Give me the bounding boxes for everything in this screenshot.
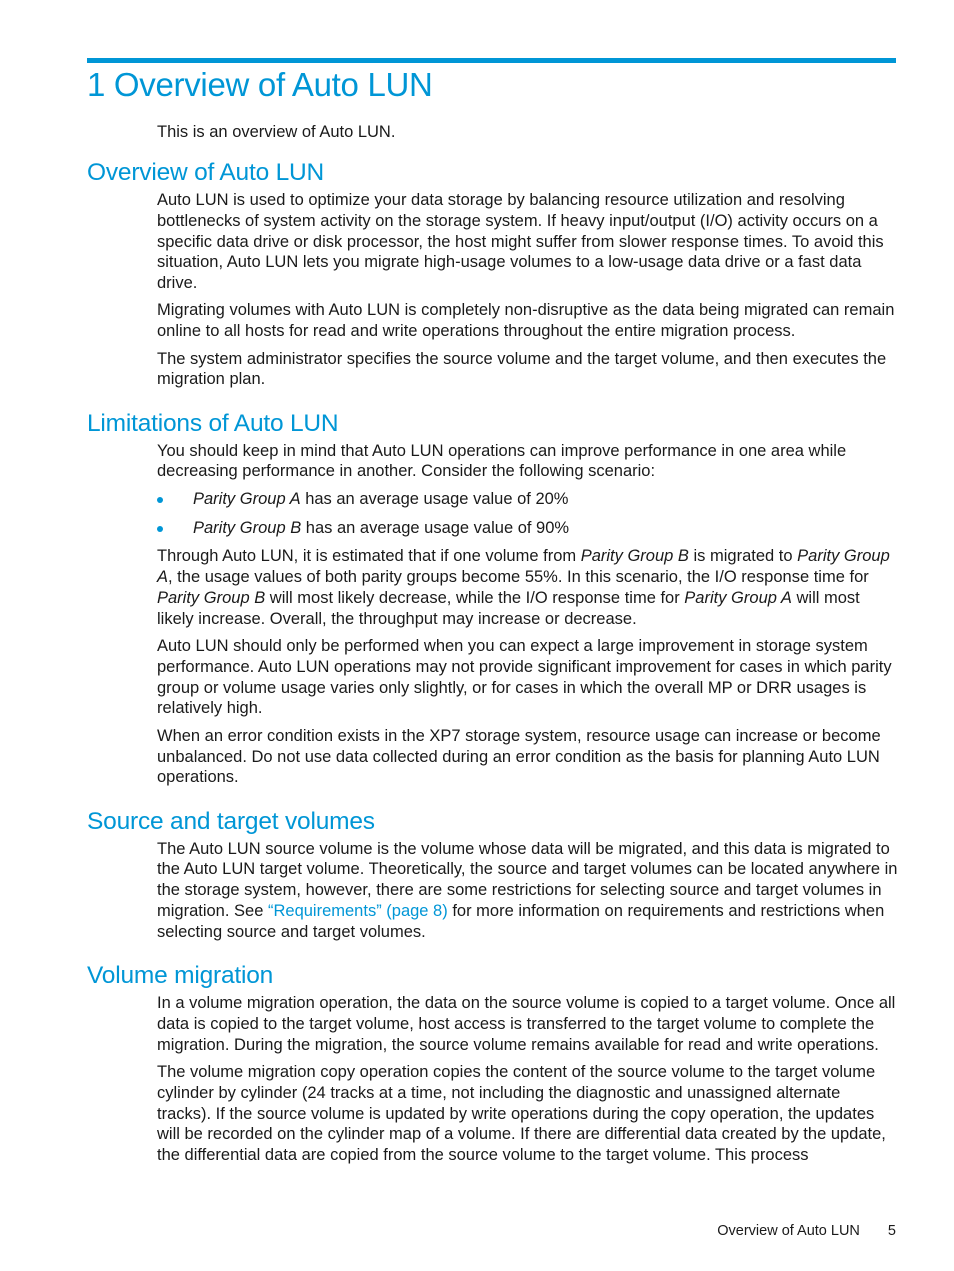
list-item <box>157 518 898 539</box>
text-run: is migrated to <box>688 547 798 566</box>
chapter-title: 1 Overview of Auto LUN <box>87 66 433 103</box>
text-run: The Auto LUN source volume is the volume whose data will be migrated, and this data is migrated to the Auto LUN target volume. Theoretically, the source and target volumes can be located anywhere in the storage system, however, there are some restrictions for selecting source and target volumes in migration. See <box>157 839 898 921</box>
bullet-icon <box>157 497 163 503</box>
emphasis-run: Parity Group A <box>684 588 792 607</box>
chapter-top-rule <box>87 58 896 63</box>
section-heading-source-target: Source and target volumes <box>87 807 375 835</box>
parity-group-b-label: Parity Group B <box>193 518 302 537</box>
source-target-paragraph-1 <box>157 839 898 943</box>
emphasis-run: Parity Group B <box>580 547 689 566</box>
section-heading-volume-migration: Volume migration <box>87 962 274 990</box>
text-run: for more information on requirements and restrictions when selecting source and target volumes. <box>157 902 885 941</box>
text-run: will most likely increase. Overall, the throughput may increase or decrease. <box>157 588 860 628</box>
text-run: , the usage values of both parity groups become 55%. In this scenario, the I/O response time for <box>168 568 869 587</box>
text-run: Through Auto LUN, it is estimated that if one volume from <box>157 547 581 566</box>
bullet-text: has an average usage value of 90% <box>301 518 570 537</box>
limitations-paragraph-2 <box>157 546 898 629</box>
limitations-paragraph-4: When an error condition exists in the XP7 storage system, resource usage can increase or become unbalanced. Do not use data collected during an error condition as the basis for planning Auto LUN operations. <box>157 726 881 787</box>
limitations-paragraph-1: You should keep in mind that Auto LUN operations can improve performance in one area while decreasing performance in another. Consider the following scenario: <box>157 441 847 481</box>
overview-paragraph-3: The system administrator specifies the source volume and the target volume, and then executes the migration plan. <box>157 349 887 389</box>
overview-paragraph-2: Migrating volumes with Auto LUN is completely non-disruptive as the data being migrated can remain online to all hosts for read and write operations throughout the entire migration process. <box>157 301 895 341</box>
page-footer <box>717 1222 896 1240</box>
text-run: will most likely decrease, while the I/O response time for <box>265 588 685 607</box>
volume-migration-paragraph-2: The volume migration copy operation copies the content of the source volume to the target volume cylinder by cylinder (24 tracks at a time, not including the diagnostic and unassigned alternate tracks). If the source volume is updated by write operations during the copy operation, the updates will be recorded on the cylinder map of a volume. If there are differential data created by the update, the differential data are copied from the source volume to the target volume. This process <box>157 1063 886 1165</box>
volume-migration-paragraph-1: In a volume migration operation, the data on the source volume is copied to a target volume. Once all data is copied to the target volume, host access is transferred to the target volume to complete the migration. During the migration, the source volume remains available for read and write operations. <box>157 994 896 1054</box>
requirements-link[interactable]: “Requirements” (page 8) <box>267 902 448 921</box>
section-heading-limitations: Limitations of Auto LUN <box>87 409 339 437</box>
overview-paragraph-1: Auto LUN is used to optimize your data storage by balancing resource utilization and resolving bottlenecks of system activity on the storage system. If heavy input/output (I/O) activity occurs on a specific data drive or disk processor, the host might suffer from slower response times. To avoid this situation, Auto LUN lets you migrate high-usage volumes to a low-usage data drive or a fast data drive. <box>157 191 884 293</box>
emphasis-run: Parity Group A <box>157 547 890 587</box>
list-item <box>157 489 898 510</box>
section-heading-overview: Overview of Auto LUN <box>87 159 325 186</box>
bullet-text: has an average usage value of 20% <box>300 489 569 508</box>
bullet-icon <box>157 526 163 532</box>
parity-group-a-label: Parity Group A <box>193 489 301 508</box>
emphasis-run: Parity Group B <box>157 588 266 607</box>
limitations-paragraph-3: Auto LUN should only be performed when you can expect a large improvement in storage system performance. Auto LUN operations may not provide significant improvement for cases in which parity group or volume usage varies only slightly, or for cases in which the overall MP or DRR usages is relatively high. <box>157 637 892 718</box>
footer-label: Overview of Auto LUN <box>717 1223 860 1239</box>
page-content <box>87 156 898 1172</box>
page-number: 5 <box>887 1223 896 1239</box>
chapter-intro: This is an overview of Auto LUN. <box>157 123 396 141</box>
scenario-list <box>157 489 898 539</box>
